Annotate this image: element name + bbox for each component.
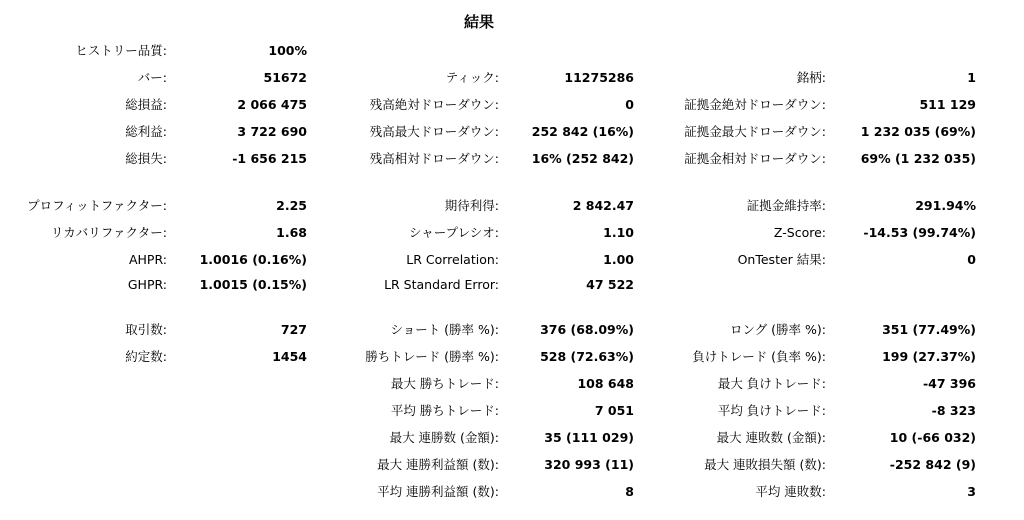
loss-trades-value: 199 (27.37%) — [882, 349, 976, 364]
stats-row — [0, 222, 1024, 244]
average-loss-trade-value: -8 323 — [931, 403, 976, 418]
gross-loss-label: 総損失: — [125, 151, 167, 166]
z-score-label: Z-Score: — [773, 225, 826, 240]
loss-trades-label: 負けトレード (負率 %): — [692, 349, 826, 364]
average-consecutive-wins-value: 8 — [625, 484, 634, 499]
gross-loss-value: -1 656 215 — [232, 151, 307, 166]
ghpr-value: 1.0015 (0.15%) — [199, 277, 307, 292]
gross-profit-value: 3 722 690 — [237, 124, 307, 139]
max-consecutive-wins-value: 35 (111 029) — [544, 430, 634, 445]
equity-abs-drawdown-value: 511 129 — [919, 97, 976, 112]
short-trades-label: ショート (勝率 %): — [390, 322, 499, 337]
max-consecutive-losses-label: 最大 連敗数 (金額): — [716, 430, 826, 445]
lr-standard-error-value: 47 522 — [586, 277, 634, 292]
total-deals-value: 1454 — [272, 349, 307, 364]
stats-row — [0, 148, 1024, 170]
stats-row — [0, 346, 1024, 368]
stats-row — [0, 249, 1024, 271]
average-profit-trade-value: 7 051 — [594, 403, 634, 418]
largest-profit-trade-value: 108 648 — [577, 376, 634, 391]
sharpe-ratio-value: 1.10 — [603, 225, 634, 240]
largest-loss-trade-value: -47 396 — [922, 376, 976, 391]
stats-row — [0, 40, 1024, 62]
stats-row — [0, 94, 1024, 116]
balance-abs-drawdown-label: 残高絶対ドローダウン: — [369, 97, 499, 112]
report-title: 結果 — [463, 13, 494, 31]
expected-payoff-label: 期待利得: — [444, 198, 499, 213]
max-consecutive-losses-value: 10 (-66 032) — [889, 430, 976, 445]
bars-value: 51672 — [263, 70, 307, 85]
ontester-result-value: 0 — [967, 252, 976, 267]
max-consecutive-wins-label: 最大 連勝数 (金額): — [389, 430, 499, 445]
balance-max-drawdown-value: 252 842 (16%) — [531, 124, 634, 139]
symbols-label: 銘柄: — [796, 70, 826, 85]
total-deals-label: 約定数: — [125, 349, 167, 364]
stats-row — [0, 427, 1024, 449]
total-trades-value: 727 — [280, 322, 307, 337]
equity-max-drawdown-value: 1 232 035 (69%) — [860, 124, 976, 139]
equity-max-drawdown-label: 証拠金最大ドローダウン: — [684, 124, 826, 139]
stats-row — [0, 400, 1024, 422]
recovery-factor-label: リカバリファクター: — [50, 225, 167, 240]
max-consecutive-profit-label: 最大 連勝利益額 (数): — [377, 457, 499, 472]
equity-rel-drawdown-value: 69% (1 232 035) — [860, 151, 976, 166]
expected-payoff-value: 2 842.47 — [572, 198, 634, 213]
total-net-profit-value: 2 066 475 — [237, 97, 307, 112]
short-trades-value: 376 (68.09%) — [540, 322, 634, 337]
gross-profit-label: 総利益: — [125, 124, 167, 139]
margin-level-value: 291.94% — [915, 198, 976, 213]
stats-row — [0, 121, 1024, 143]
total-trades-label: 取引数: — [125, 322, 167, 337]
symbols-value: 1 — [967, 70, 976, 85]
profit-trades-value: 528 (72.63%) — [540, 349, 634, 364]
profit-trades-label: 勝ちトレード (勝率 %): — [365, 349, 499, 364]
max-consecutive-profit-value: 320 993 (11) — [544, 457, 634, 472]
stats-row — [0, 481, 1024, 503]
ticks-value: 11275286 — [564, 70, 634, 85]
stats-row — [0, 319, 1024, 341]
long-trades-value: 351 (77.49%) — [882, 322, 976, 337]
history-quality-value: 100% — [268, 43, 307, 58]
max-consecutive-loss-value: -252 842 (9) — [889, 457, 976, 472]
total-net-profit-label: 総損益: — [125, 97, 167, 112]
margin-level-label: 証拠金維持率: — [746, 198, 826, 213]
balance-rel-drawdown-value: 16% (252 842) — [531, 151, 634, 166]
z-score-value: -14.53 (99.74%) — [863, 225, 976, 240]
ghpr-label: GHPR: — [127, 277, 167, 292]
ahpr-value: 1.0016 (0.16%) — [199, 252, 307, 267]
largest-profit-trade-label: 最大 勝ちトレード: — [390, 376, 499, 391]
ahpr-label: AHPR: — [128, 252, 167, 267]
history-quality-label: ヒストリー品質: — [75, 43, 167, 58]
balance-max-drawdown-label: 残高最大ドローダウン: — [369, 124, 499, 139]
average-consecutive-losses-label: 平均 連敗数: — [755, 484, 826, 499]
equity-abs-drawdown-label: 証拠金絶対ドローダウン: — [684, 97, 826, 112]
average-consecutive-wins-label: 平均 連勝利益額 (数): — [377, 484, 499, 499]
balance-abs-drawdown-value: 0 — [625, 97, 634, 112]
profit-factor-label: プロフィットファクター: — [27, 198, 167, 213]
average-loss-trade-label: 平均 負けトレード: — [717, 403, 826, 418]
lr-correlation-value: 1.00 — [603, 252, 634, 267]
bars-label: バー: — [137, 70, 167, 85]
lr-standard-error-label: LR Standard Error: — [384, 277, 499, 292]
stats-row — [0, 454, 1024, 476]
recovery-factor-value: 1.68 — [276, 225, 307, 240]
max-consecutive-loss-label: 最大 連敗損失額 (数): — [704, 457, 826, 472]
average-consecutive-losses-value: 3 — [967, 484, 976, 499]
profit-factor-value: 2.25 — [276, 198, 307, 213]
average-profit-trade-label: 平均 勝ちトレード: — [390, 403, 499, 418]
long-trades-label: ロング (勝率 %): — [729, 322, 826, 337]
stats-row — [0, 195, 1024, 217]
ticks-label: ティック: — [445, 70, 499, 85]
largest-loss-trade-label: 最大 負けトレード: — [717, 376, 826, 391]
stats-row — [0, 67, 1024, 89]
sharpe-ratio-label: シャープレシオ: — [408, 225, 499, 240]
ontester-result-label: OnTester 結果: — [737, 252, 826, 267]
stats-row — [0, 274, 1024, 296]
stats-row — [0, 373, 1024, 395]
lr-correlation-label: LR Correlation: — [406, 252, 499, 267]
equity-rel-drawdown-label: 証拠金相対ドローダウン: — [684, 151, 826, 166]
balance-rel-drawdown-label: 残高相対ドローダウン: — [369, 151, 499, 166]
